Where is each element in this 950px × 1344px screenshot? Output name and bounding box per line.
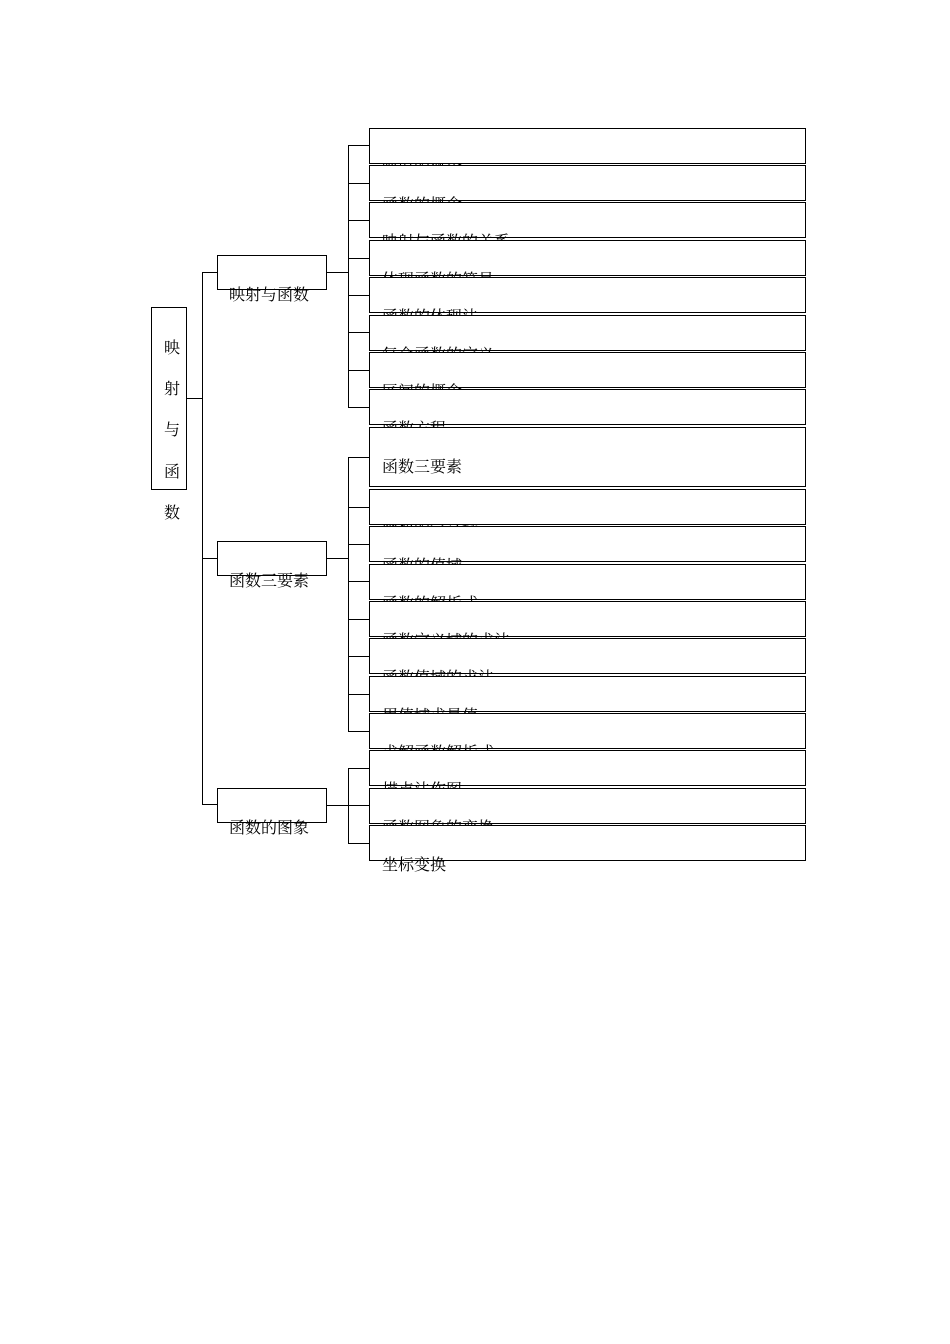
connector-line xyxy=(348,457,369,458)
connector-line xyxy=(348,145,349,407)
connector-line xyxy=(348,768,369,769)
branch-node-label: 函数三要素 xyxy=(229,571,310,590)
connector-line xyxy=(348,656,369,657)
connector-line xyxy=(348,457,349,731)
connector-line xyxy=(202,272,203,804)
connector-line xyxy=(348,332,369,333)
root-node-char: 映 xyxy=(163,338,180,357)
connector-line xyxy=(348,619,369,620)
connector-line xyxy=(327,805,348,806)
connector-line xyxy=(327,558,348,559)
connector-line xyxy=(348,370,369,371)
connector-line xyxy=(348,731,369,732)
connector-line xyxy=(202,558,217,559)
connector-line xyxy=(187,398,202,399)
root-node-char: 数 xyxy=(163,503,180,522)
connector-line xyxy=(348,220,369,221)
connector-line xyxy=(327,272,348,273)
connector-line xyxy=(348,295,369,296)
connector-line xyxy=(348,843,369,844)
connector-line xyxy=(348,694,369,695)
connector-line xyxy=(202,272,217,273)
connector-line xyxy=(348,407,369,408)
leaf-node-label: 函数三要素 xyxy=(382,457,463,476)
connector-line xyxy=(348,183,369,184)
connector-line xyxy=(348,507,369,508)
root-node-char: 函 xyxy=(163,462,180,481)
branch-node-label: 函数的图象 xyxy=(229,818,310,837)
root-node-char: 与 xyxy=(163,420,180,439)
leaf-node-box xyxy=(369,489,806,525)
connector-line xyxy=(348,581,369,582)
connector-line xyxy=(348,544,369,545)
root-node-char: 射 xyxy=(163,379,180,398)
connector-line xyxy=(202,804,217,805)
leaf-node-box xyxy=(369,128,806,164)
branch-node-label: 映射与函数 xyxy=(229,285,310,304)
connector-line xyxy=(348,258,369,259)
leaf-node-label: 坐标变换 xyxy=(382,855,447,874)
connector-line xyxy=(348,145,369,146)
connector-line xyxy=(348,805,369,806)
